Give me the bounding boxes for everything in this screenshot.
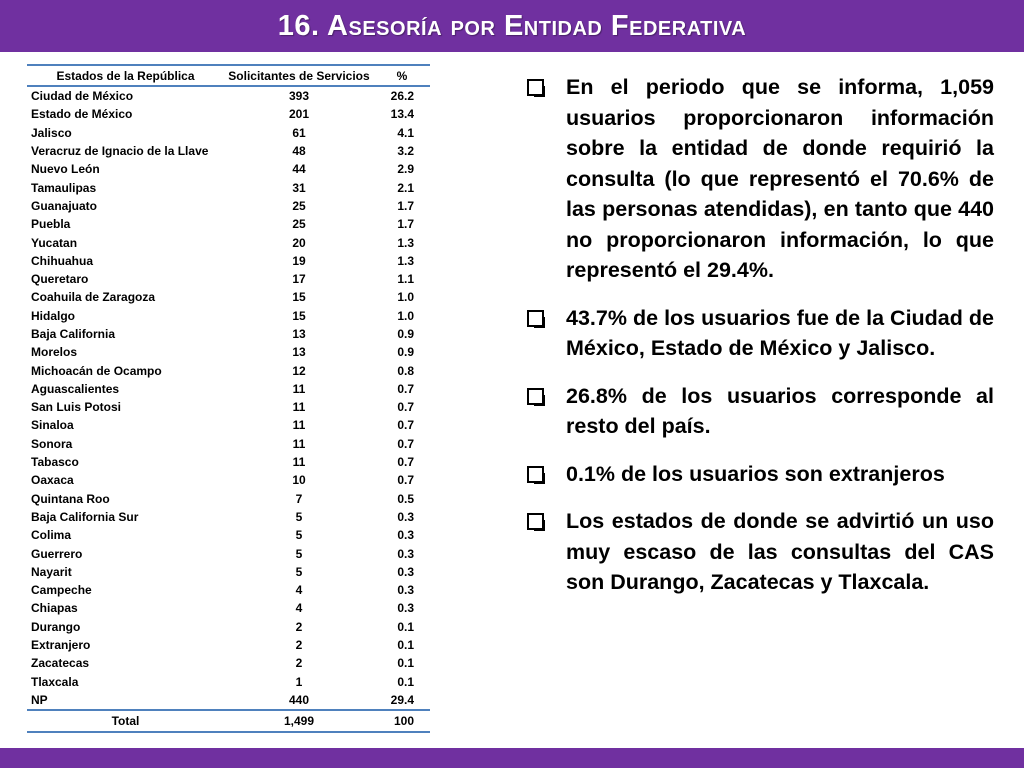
total-applicants: 1,499	[224, 710, 374, 732]
bullet-item	[527, 381, 994, 442]
states-table-container	[27, 64, 430, 733]
state-cell: Guanajuato	[31, 198, 98, 213]
table-row	[27, 435, 430, 453]
bullet-text: En el periodo que se informa, 1,059 usuarios proporcionaron información sobre la entidad de donde requirió la consulta (lo que representó el 70.6% de las personas atendidas), en tanto que 440 no proporcionaron información, lo que representó el 29.4%.	[566, 75, 994, 282]
percent-cell: 4.1	[397, 125, 414, 140]
applicants-cell: 25	[292, 198, 306, 213]
applicants-cell: 17	[292, 272, 306, 287]
percent-cell: 0.3	[397, 583, 414, 598]
table-row	[27, 636, 430, 654]
percent-cell: 0.3	[397, 546, 414, 561]
bullet-item	[527, 303, 994, 364]
state-cell: Sinaloa	[31, 418, 74, 433]
state-cell: Ciudad de México	[31, 89, 134, 104]
bullet-text: Los estados de donde se advirtió un uso muy escaso de las consultas del CAS son Durango, Zacatecas y Tlaxcala.	[566, 509, 994, 594]
applicants-cell: 440	[224, 691, 374, 710]
state-cell: Baja California	[31, 327, 116, 341]
percent-cell: 0.7	[397, 473, 414, 488]
table-row	[27, 526, 430, 544]
applicants-cell: 13	[292, 345, 306, 360]
bottom-bar	[0, 748, 1024, 768]
table-row	[27, 398, 430, 416]
state-cell: NP	[27, 691, 224, 710]
percent-cell: 0.1	[397, 638, 414, 653]
state-cell: Tlaxcala	[31, 674, 79, 689]
state-cell: Aguascalientes	[31, 381, 120, 396]
applicants-cell: 2	[295, 638, 303, 653]
checkbox-bullet-icon	[527, 513, 544, 530]
percent-cell: 0.3	[397, 564, 414, 579]
state-cell: Hidalgo	[31, 308, 75, 323]
percent-cell: 1.7	[397, 198, 414, 213]
percent-cell: 0.7	[397, 436, 414, 451]
state-cell: Campeche	[31, 583, 92, 598]
applicants-cell: 5	[295, 546, 303, 561]
percent-cell: 0.7	[397, 381, 414, 396]
table-row	[27, 361, 430, 379]
state-cell: Quintana Roo	[31, 491, 110, 506]
total-percent: 100	[374, 710, 430, 732]
applicants-cell: 48	[292, 144, 306, 159]
state-cell: Colima	[31, 528, 72, 543]
table-row	[27, 307, 430, 325]
state-cell: Tamaulipas	[31, 180, 97, 195]
header-percent: %	[374, 65, 430, 86]
table-row	[27, 673, 430, 691]
percent-cell: 0.1	[397, 656, 414, 671]
applicants-cell: 19	[292, 253, 306, 268]
bullet-list	[527, 72, 994, 615]
state-cell: Durango	[31, 619, 81, 634]
applicants-cell: 201	[288, 107, 310, 122]
table-row	[27, 599, 430, 617]
applicants-cell: 44	[292, 162, 306, 177]
state-cell: Estado de México	[31, 107, 133, 122]
table-row	[27, 544, 430, 562]
percent-cell: 0.8	[397, 363, 414, 378]
table-row	[27, 508, 430, 526]
applicants-cell: 4	[295, 583, 303, 598]
applicants-cell: 11	[292, 418, 306, 433]
applicants-cell: 12	[292, 363, 306, 378]
table-total-row	[27, 710, 430, 732]
states-table	[27, 64, 430, 733]
applicants-cell: 25	[292, 217, 306, 232]
percent-cell: 0.7	[397, 418, 414, 433]
table-row	[27, 105, 430, 123]
state-cell: Extranjero	[31, 638, 91, 653]
table-row	[27, 618, 430, 636]
state-cell: Veracruz de Ignacio de la Llave	[31, 144, 209, 159]
applicants-cell: 10	[292, 473, 306, 488]
state-cell: Oaxaca	[31, 473, 74, 488]
state-cell: Zacatecas	[31, 656, 90, 671]
table-row	[27, 178, 430, 196]
table-row	[27, 563, 430, 581]
checkbox-bullet-icon	[527, 388, 544, 405]
state-cell: Coahuila de Zaragoza	[31, 290, 156, 305]
table-row	[27, 288, 430, 306]
table-row	[27, 471, 430, 489]
total-label: Total	[27, 710, 224, 732]
percent-cell: 2.1	[397, 180, 414, 195]
applicants-cell: 2	[295, 656, 303, 671]
table-row	[27, 215, 430, 233]
checkbox-bullet-icon	[527, 79, 544, 96]
table-row	[27, 654, 430, 672]
bullet-text: 43.7% de los usuarios fue de la Ciudad de México, Estado de México y Jalisco.	[566, 305, 994, 360]
state-cell: Baja California Sur	[31, 509, 139, 524]
bullet-text: 26.8% de los usuarios corresponde al resto del país.	[566, 383, 994, 438]
applicants-cell: 11	[292, 436, 306, 451]
state-cell: Sonora	[31, 436, 73, 451]
table-row	[27, 197, 430, 215]
state-cell: Tabasco	[31, 455, 79, 470]
applicants-cell: 5	[295, 564, 303, 579]
table-row	[27, 453, 430, 471]
state-cell: Queretaro	[31, 272, 89, 287]
percent-cell: 26.2	[390, 89, 414, 104]
applicants-cell: 15	[292, 308, 306, 323]
table-row	[27, 691, 430, 710]
table-row	[27, 380, 430, 398]
table-row	[27, 160, 430, 178]
applicants-cell: 15	[292, 290, 306, 305]
header-applicants: Solicitantes de Servicios	[224, 65, 374, 86]
page-title: 16. Asesoría por Entidad Federativa	[277, 10, 747, 42]
percent-cell: 0.1	[397, 674, 414, 689]
percent-cell: 0.3	[397, 528, 414, 543]
percent-cell: 0.5	[397, 491, 414, 506]
applicants-cell: 13	[292, 327, 306, 341]
state-cell: Puebla	[31, 217, 71, 232]
percent-cell: 0.9	[397, 327, 414, 341]
table-row	[27, 142, 430, 160]
state-cell: Morelos	[31, 345, 78, 360]
percent-cell: 1.3	[397, 235, 414, 250]
percent-cell: 3.2	[397, 144, 414, 159]
checkbox-bullet-icon	[527, 310, 544, 327]
state-cell: Nuevo León	[31, 162, 100, 177]
table-row	[27, 86, 430, 105]
applicants-cell: 61	[292, 125, 306, 140]
state-cell: San Luis Potosi	[31, 400, 122, 415]
percent-cell: 1.1	[397, 272, 414, 287]
percent-cell: 0.1	[397, 619, 414, 634]
applicants-cell: 11	[292, 455, 306, 470]
table-row	[27, 252, 430, 270]
percent-cell: 13.4	[390, 107, 414, 122]
table-row	[27, 581, 430, 599]
state-cell: Guerrero	[31, 546, 83, 561]
table-row	[27, 325, 430, 343]
table-row	[27, 343, 430, 361]
percent-cell: 1.0	[397, 290, 414, 305]
applicants-cell: 5	[295, 528, 303, 543]
percent-cell: 29.4	[374, 691, 430, 710]
percent-cell: 0.3	[397, 509, 414, 524]
percent-cell: 1.3	[397, 253, 414, 268]
state-cell: Michoacán de Ocampo	[31, 363, 162, 378]
percent-cell: 0.7	[397, 400, 414, 415]
title-bar	[0, 0, 1024, 52]
percent-cell: 0.3	[397, 601, 414, 616]
bullet-text: 0.1% de los usuarios son extranjeros	[566, 461, 945, 486]
applicants-cell: 7	[295, 491, 303, 506]
table-row	[27, 233, 430, 251]
state-cell: Nayarit	[31, 564, 72, 579]
table-row	[27, 490, 430, 508]
table-body	[27, 86, 430, 710]
state-cell: Jalisco	[31, 125, 72, 140]
applicants-cell: 31	[292, 180, 306, 195]
checkbox-bullet-icon	[527, 466, 544, 483]
table-header-row	[27, 65, 430, 86]
percent-cell: 0.7	[397, 455, 414, 470]
applicants-cell: 11	[292, 381, 306, 396]
bullet-item	[527, 506, 994, 598]
state-cell: Yucatan	[31, 235, 78, 250]
applicants-cell: 5	[295, 509, 303, 524]
bullet-item	[527, 72, 994, 286]
state-cell: Chihuahua	[31, 253, 93, 268]
percent-cell: 1.0	[397, 308, 414, 323]
state-cell: Chiapas	[31, 601, 78, 616]
header-states: Estados de la República	[27, 65, 224, 86]
applicants-cell: 393	[288, 89, 310, 104]
percent-cell: 2.9	[397, 162, 414, 177]
applicants-cell: 11	[292, 400, 306, 415]
table-row	[27, 416, 430, 434]
applicants-cell: 1	[295, 674, 303, 689]
applicants-cell: 20	[292, 235, 306, 250]
percent-cell: 1.7	[397, 217, 414, 232]
percent-cell: 0.9	[397, 345, 414, 360]
applicants-cell: 2	[295, 619, 303, 634]
applicants-cell: 4	[295, 601, 303, 616]
table-row	[27, 270, 430, 288]
bullet-item	[527, 459, 994, 490]
table-row	[27, 124, 430, 142]
